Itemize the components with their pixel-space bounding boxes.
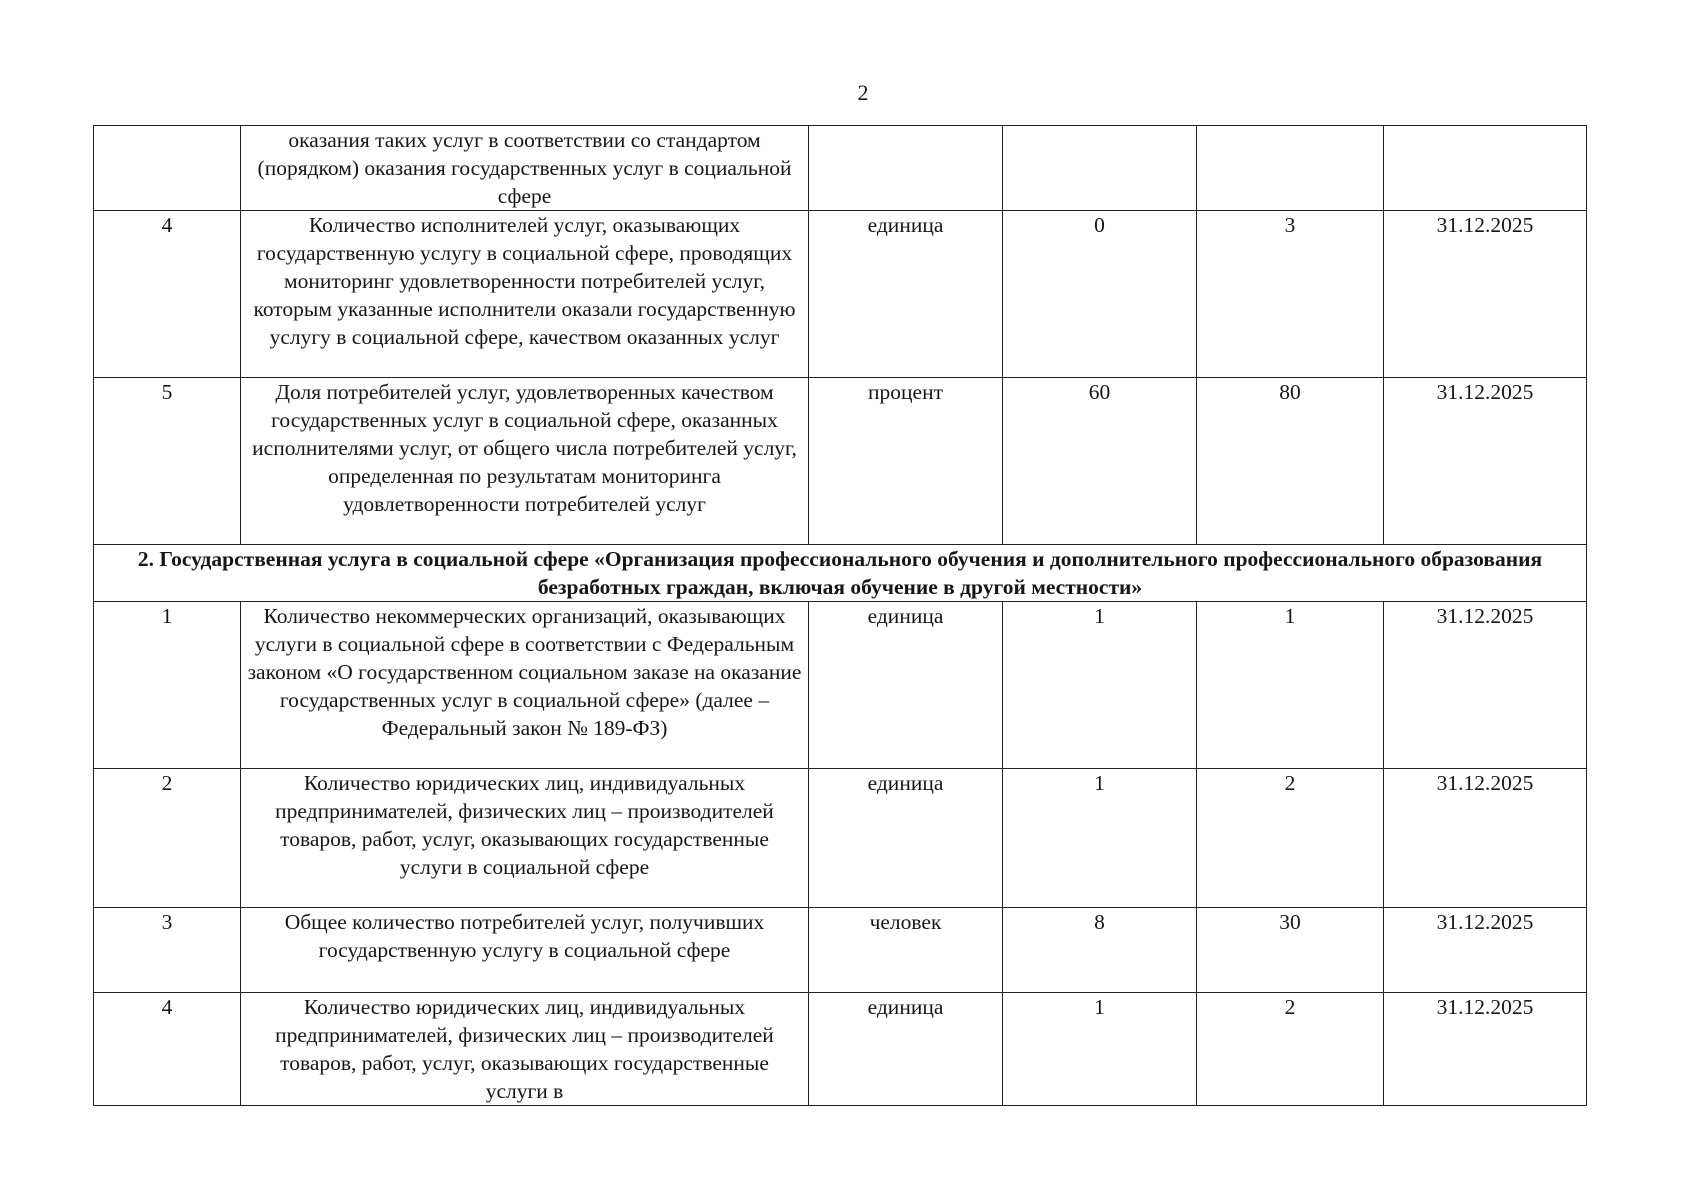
indicator-description-cell: Количество исполнителей услуг, оказывающих государственную услугу в социальной сфере, проводящих мониторинг удовлетворенности потребителей услуг, которым указанные исполнители оказали государственную услугу в социальной сфере, качеством оказанных услуг: [241, 211, 809, 378]
base-value-cell: 0: [1003, 211, 1197, 378]
row-number-cell: 3: [94, 908, 241, 993]
table-row: [94, 993, 1587, 1106]
date-cell: 31.12.2025: [1384, 602, 1587, 769]
base-value-cell: 1: [1003, 769, 1197, 908]
unit-cell: единица: [809, 993, 1003, 1106]
table-row: [94, 378, 1587, 545]
indicator-description-cell: Общее количество потребителей услуг, получивших государственную услугу в социальной сфере: [241, 908, 809, 993]
indicator-description-cell: оказания таких услуг в соответствии со стандартом (порядком) оказания государственных услуг в социальной сфере: [241, 126, 809, 211]
unit-cell: единица: [809, 769, 1003, 908]
target-value-cell: 3: [1197, 211, 1384, 378]
base-value-cell: 1: [1003, 602, 1197, 769]
date-cell: 31.12.2025: [1384, 769, 1587, 908]
indicators-table: [93, 125, 1587, 1106]
base-value-cell: [1003, 126, 1197, 211]
table-row: [94, 769, 1587, 908]
row-number-cell: 2: [94, 769, 241, 908]
date-cell: 31.12.2025: [1384, 908, 1587, 993]
row-number-cell: [94, 126, 241, 211]
table-row: [94, 126, 1587, 211]
date-cell: 31.12.2025: [1384, 993, 1587, 1106]
unit-cell: единица: [809, 602, 1003, 769]
unit-cell: [809, 126, 1003, 211]
row-number-cell: 4: [94, 993, 241, 1106]
unit-cell: единица: [809, 211, 1003, 378]
unit-cell: человек: [809, 908, 1003, 993]
table-row: [94, 908, 1587, 993]
date-cell: [1384, 126, 1587, 211]
table-row: [94, 602, 1587, 769]
section-header-row: [94, 545, 1587, 602]
base-value-cell: 60: [1003, 378, 1197, 545]
unit-cell: процент: [809, 378, 1003, 545]
target-value-cell: 80: [1197, 378, 1384, 545]
row-number-cell: 5: [94, 378, 241, 545]
indicator-description-cell: Количество юридических лиц, индивидуальных предпринимателей, физических лиц – производителей товаров, работ, услуг, оказывающих государственные услуги в социальной сфере: [241, 769, 809, 908]
indicator-description-cell: Количество юридических лиц, индивидуальных предпринимателей, физических лиц – производителей товаров, работ, услуг, оказывающих государственные услуги в: [241, 993, 809, 1106]
target-value-cell: 1: [1197, 602, 1384, 769]
base-value-cell: 1: [1003, 993, 1197, 1106]
date-cell: 31.12.2025: [1384, 211, 1587, 378]
base-value-cell: 8: [1003, 908, 1197, 993]
indicator-description-cell: Доля потребителей услуг, удовлетворенных качеством государственных услуг в социальной сфере, оказанных исполнителями услуг, от общего числа потребителей услуг, определенная по результатам мониторинга удовлетворенности потребителей услуг: [241, 378, 809, 545]
row-number-cell: 4: [94, 211, 241, 378]
section-title: 2. Государственная услуга в социальной сфере «Организация профессионального обучения и дополнительного профессионального образования безработных граждан, включая обучение в другой местности»: [94, 545, 1587, 602]
date-cell: 31.12.2025: [1384, 378, 1587, 545]
target-value-cell: 2: [1197, 769, 1384, 908]
table-row: [94, 211, 1587, 378]
indicator-description-cell: Количество некоммерческих организаций, оказывающих услуги в социальной сфере в соответствии с Федеральным законом «О государственном социальном заказе на оказание государственных услуг в социальной сфере» (далее – Федеральный закон № 189-ФЗ): [241, 602, 809, 769]
row-number-cell: 1: [94, 602, 241, 769]
page-number: 2: [857, 80, 869, 105]
target-value-cell: [1197, 126, 1384, 211]
target-value-cell: 30: [1197, 908, 1384, 993]
target-value-cell: 2: [1197, 993, 1384, 1106]
